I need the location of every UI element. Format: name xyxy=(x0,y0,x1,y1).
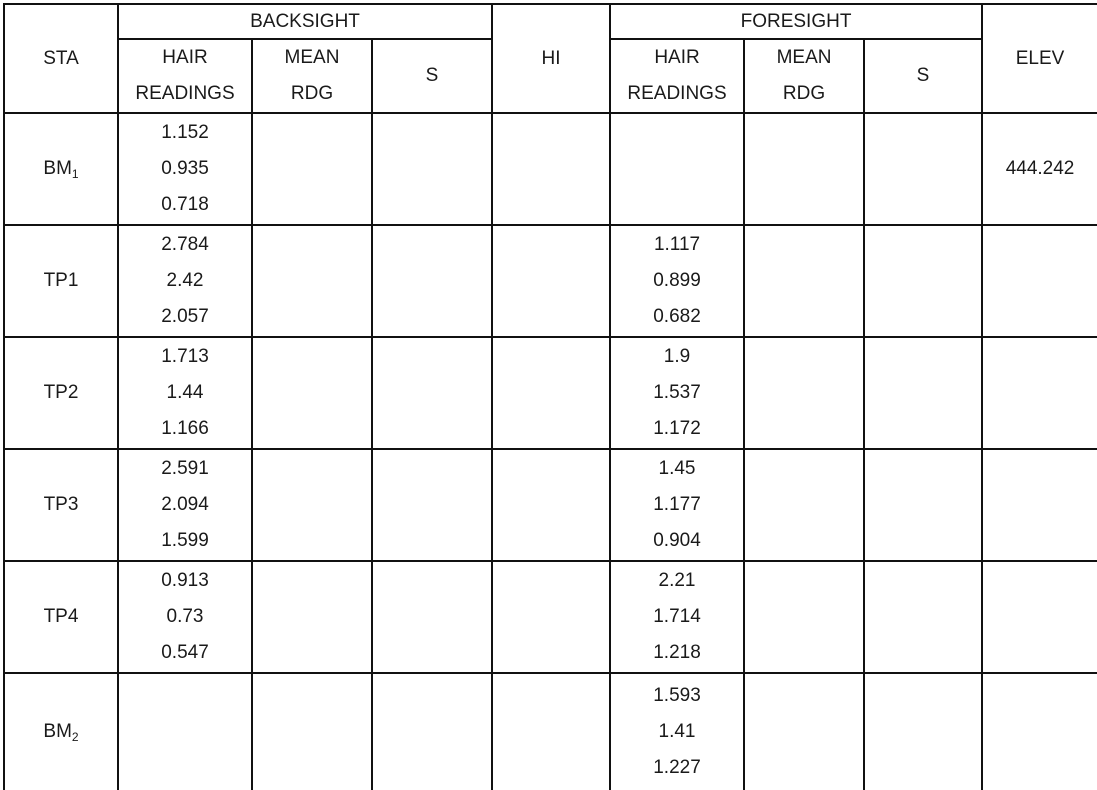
sta-label: TP3 xyxy=(43,493,79,515)
fs-s-cell xyxy=(864,337,982,449)
bs-s-cell xyxy=(372,225,492,337)
bs-hair-readings-cell xyxy=(118,113,252,225)
table-row xyxy=(4,225,1097,337)
table-row xyxy=(4,449,1097,561)
sta-label: BM xyxy=(43,157,72,179)
hi-cell xyxy=(492,561,610,673)
bs-upper-reading: 2.591 xyxy=(161,458,209,479)
bs-lower-reading: 0.718 xyxy=(161,194,209,215)
fs-hair-readings-header xyxy=(610,39,744,113)
sta-label: TP1 xyxy=(43,269,79,291)
fs-mean-rdg-cell xyxy=(744,113,864,225)
sta-subscript: 1 xyxy=(71,166,79,181)
bs-upper-reading: 0.913 xyxy=(161,570,209,591)
elev-cell xyxy=(982,561,1097,673)
hi-cell xyxy=(492,337,610,449)
bs-lower-reading: 2.057 xyxy=(161,306,209,327)
bs-middle-reading: 2.42 xyxy=(166,270,204,291)
bs-middle-reading: 1.44 xyxy=(166,382,204,403)
bs-hair-readings-cell xyxy=(118,449,252,561)
fs-hair-label: HAIR xyxy=(654,47,700,68)
fs-hair-readings-cell xyxy=(610,225,744,337)
sta-label: TP4 xyxy=(43,605,79,627)
bs-mean-rdg-cell xyxy=(252,449,372,561)
table-row xyxy=(4,673,1097,790)
fs-lower-reading: 0.682 xyxy=(653,306,701,327)
bs-s-cell xyxy=(372,673,492,790)
fs-middle-reading: 1.714 xyxy=(653,606,701,627)
fs-upper-reading: 1.117 xyxy=(653,234,701,255)
bs-middle-reading: 0.935 xyxy=(161,158,209,179)
sta-cell xyxy=(4,225,118,337)
bs-mean-label: MEAN xyxy=(284,47,340,68)
fs-s-cell xyxy=(864,561,982,673)
fs-hair-readings-cell xyxy=(610,561,744,673)
fs-upper-reading: 1.593 xyxy=(653,685,701,706)
sta-subscript: 2 xyxy=(71,729,79,744)
sta-cell xyxy=(4,337,118,449)
bs-lower-reading: 1.166 xyxy=(161,418,209,439)
bs-mean-rdg-cell xyxy=(252,337,372,449)
sta-cell xyxy=(4,673,118,790)
elev-cell: 444.242 xyxy=(982,113,1097,225)
table-row xyxy=(4,337,1097,449)
elev-cell xyxy=(982,337,1097,449)
fs-lower-reading: 1.172 xyxy=(653,418,701,439)
fs-hair-readings-cell xyxy=(610,449,744,561)
fs-lower-reading: 1.218 xyxy=(653,642,701,663)
sta-cell xyxy=(4,561,118,673)
fs-upper-reading: 1.9 xyxy=(663,346,691,367)
elev-cell xyxy=(982,449,1097,561)
fs-mean-label: MEAN xyxy=(776,47,832,68)
fs-s-cell xyxy=(864,225,982,337)
fs-mean-rdg-header xyxy=(744,39,864,113)
fs-middle-reading: 1.537 xyxy=(653,382,701,403)
fs-middle-reading: 1.177 xyxy=(653,494,701,515)
fs-s-header: S xyxy=(864,39,982,113)
bs-mean-rdg-header xyxy=(252,39,372,113)
fs-upper-reading: 1.45 xyxy=(658,458,696,479)
bs-upper-reading: 2.784 xyxy=(161,234,209,255)
table-row xyxy=(4,113,1097,225)
hi-header: HI xyxy=(492,4,610,113)
foresight-header: FORESIGHT xyxy=(610,4,982,39)
bs-mean-rdg-cell xyxy=(252,225,372,337)
bs-middle-reading: 2.094 xyxy=(161,494,209,515)
fs-middle-reading: 0.899 xyxy=(653,270,701,291)
bs-s-header: S xyxy=(372,39,492,113)
fs-mean-rdg-cell xyxy=(744,337,864,449)
bs-mean-rdg-cell xyxy=(252,561,372,673)
fs-s-cell xyxy=(864,449,982,561)
fs-mean-rdg-cell xyxy=(744,673,864,790)
bs-mean-rdg-cell xyxy=(252,113,372,225)
bs-mean-rdg-cell xyxy=(252,673,372,790)
fs-s-cell xyxy=(864,673,982,790)
bs-hair-readings-cell xyxy=(118,561,252,673)
backsight-header: BACKSIGHT xyxy=(118,4,492,39)
elev-cell xyxy=(982,225,1097,337)
fs-hair-readings-cell xyxy=(610,337,744,449)
bs-hair-readings-cell xyxy=(118,337,252,449)
elev-cell xyxy=(982,673,1097,790)
bs-lower-reading: 1.599 xyxy=(161,530,209,551)
fs-lower-reading: 1.227 xyxy=(653,757,701,778)
bs-rdg-label: RDG xyxy=(290,83,334,104)
bs-s-cell xyxy=(372,337,492,449)
bs-hair-readings-header xyxy=(118,39,252,113)
fs-mean-rdg-cell xyxy=(744,225,864,337)
fs-upper-reading: 2.21 xyxy=(658,570,696,591)
fs-hair-readings-cell xyxy=(610,113,744,225)
bs-hair-readings-cell xyxy=(118,225,252,337)
sta-cell xyxy=(4,449,118,561)
table-row xyxy=(4,561,1097,673)
elev-header: ELEV xyxy=(982,4,1097,113)
bs-s-cell xyxy=(372,561,492,673)
bs-upper-reading: 1.152 xyxy=(161,122,209,143)
leveling-field-notes-table xyxy=(3,3,1097,790)
bs-hair-label: HAIR xyxy=(162,47,208,68)
hi-cell xyxy=(492,225,610,337)
fs-s-cell xyxy=(864,113,982,225)
fs-middle-reading: 1.41 xyxy=(658,721,696,742)
bs-s-cell xyxy=(372,449,492,561)
hi-cell xyxy=(492,449,610,561)
header-row-1 xyxy=(4,4,1097,39)
fs-lower-reading: 0.904 xyxy=(653,530,701,551)
bs-readings-label: READINGS xyxy=(135,83,235,104)
bs-lower-reading: 0.547 xyxy=(161,642,209,663)
sta-header: STA xyxy=(4,4,118,113)
bs-hair-readings-cell xyxy=(118,673,252,790)
hi-cell xyxy=(492,673,610,790)
sta-cell xyxy=(4,113,118,225)
sta-label: BM xyxy=(43,720,72,742)
fs-hair-readings-cell xyxy=(610,673,744,790)
fs-readings-label: READINGS xyxy=(627,83,727,104)
bs-upper-reading: 1.713 xyxy=(161,346,209,367)
fs-mean-rdg-cell xyxy=(744,449,864,561)
bs-s-cell xyxy=(372,113,492,225)
fs-mean-rdg-cell xyxy=(744,561,864,673)
bs-middle-reading: 0.73 xyxy=(166,606,204,627)
fs-rdg-label: RDG xyxy=(782,83,826,104)
sta-label: TP2 xyxy=(43,381,79,403)
hi-cell xyxy=(492,113,610,225)
